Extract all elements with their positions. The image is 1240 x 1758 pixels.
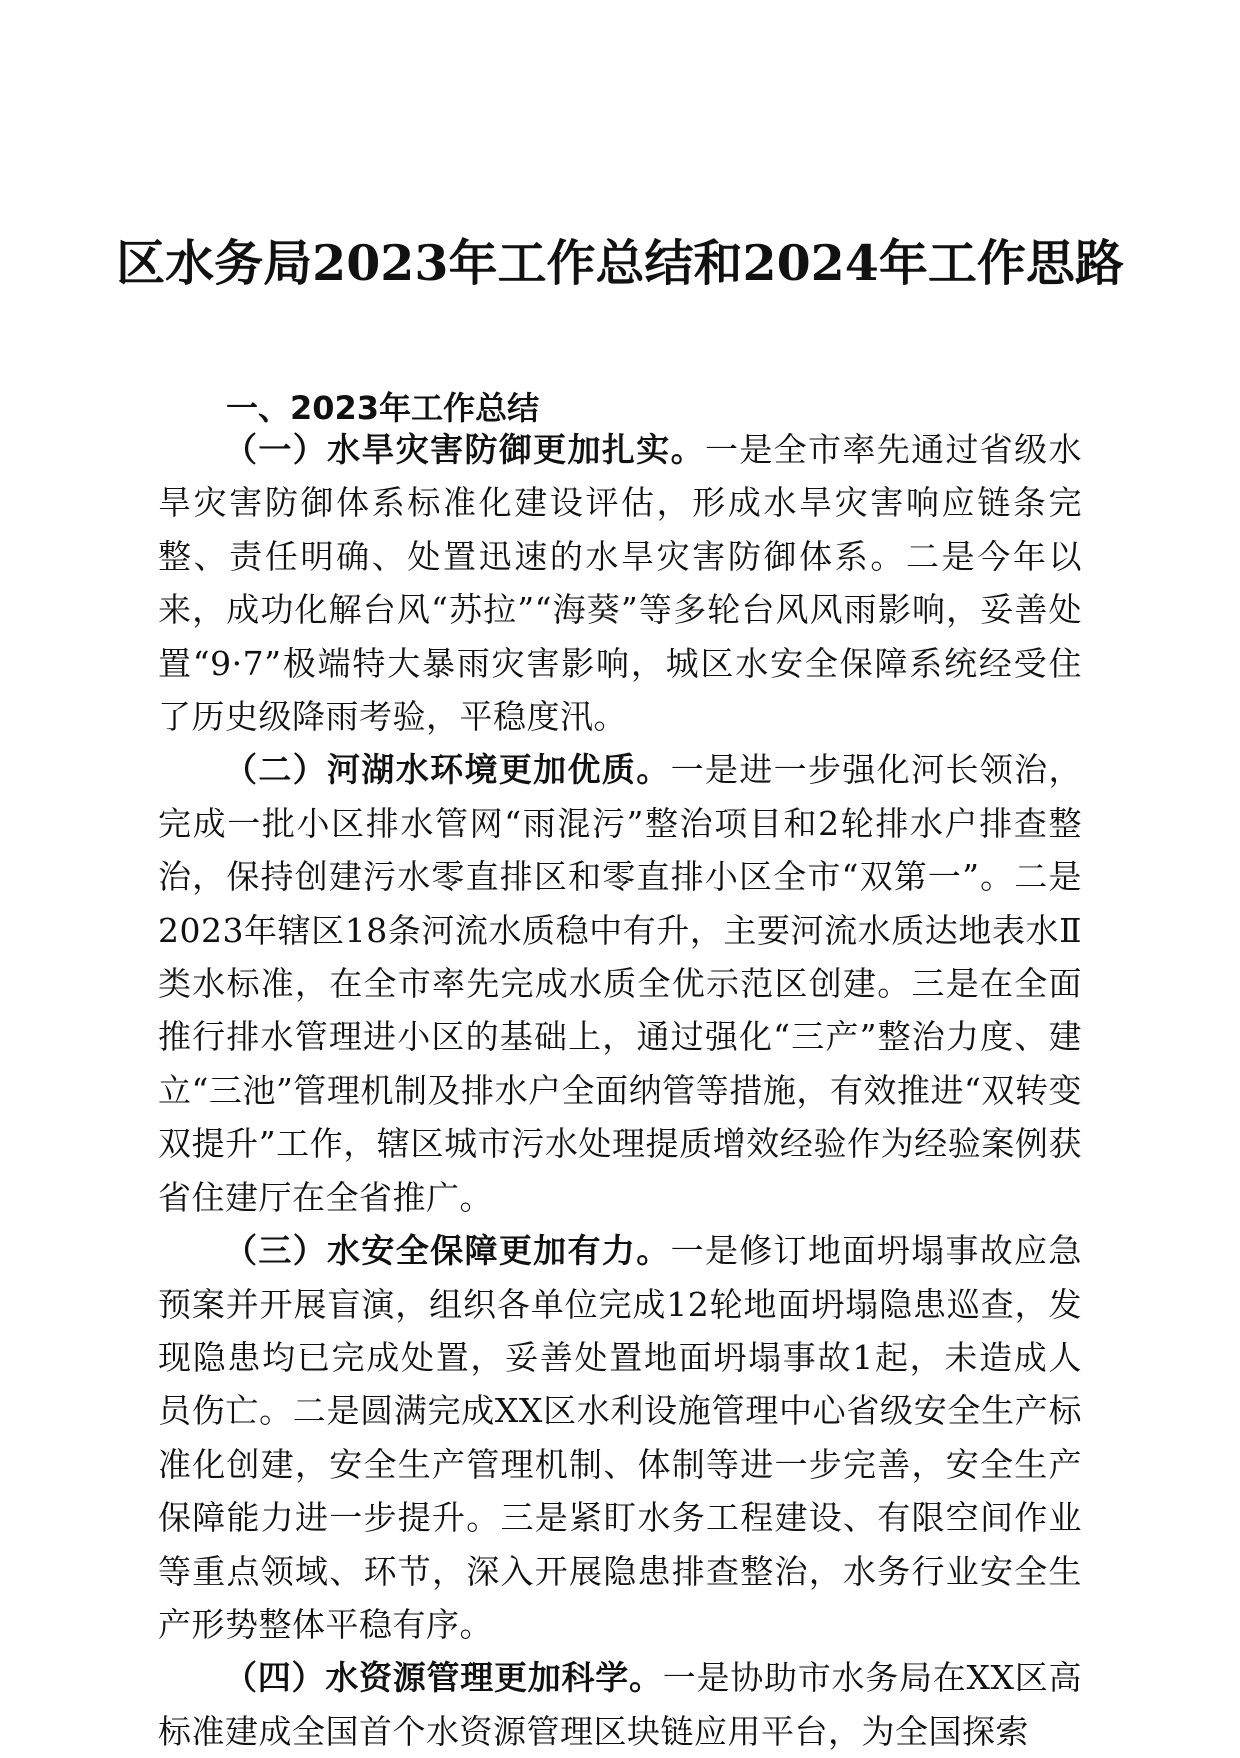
paragraph-lead: （四）水资源管理更加科学。 [224,1658,663,1698]
paragraph-river-environment [158,743,1082,1224]
paragraph-lead: （三）水安全保障更加有力。 [224,1231,671,1271]
paragraph-flood-defense [158,423,1082,743]
paragraph-text: 一是全市率先通过省级水旱灾害防御体系标准化建设评估，形成水旱灾害响应链条完整、责任明确、处置迅速的水旱灾害防御体系。二是今年以来，成功化解台风“苏拉”“海葵”等多轮台风风雨影响，妥善处置“9·7”极端特大暴雨灾害影响，城区水安全保障系统经受住了历史级降雨考验，平稳度汛。 [158,430,1083,737]
paragraph-lead: （二）河湖水环境更加优质。 [224,750,671,790]
paragraph-text: 一是协助市水务局在XX区高标准建成全国首个水资源管理区块链应用平台，为全国探索 [158,1658,1082,1751]
document-title: 区水务局2023年工作总结和2024年工作思路 [116,234,1124,292]
paragraph-text: 一是进一步强化河长领治，完成一批小区排水管网“雨混污”整治项目和2轮排水户排查整治，保持创建污水零直排区和零直排小区全市“双第一”。二是2023年辖区18条河流水质稳中有升，主要河流水质达地表水Ⅱ类水标准，在全市率先完成水质全优示范区创建。三是在全面推行排水管理进小区的基础上，通过强化“三产”整治力度、建立“三池”管理机制及排水户全面纳管等措施，有效推进“双转变双提升”工作，辖区城市污水处理提质增效经验作为经验案例获省住建厅在全省推广。 [158,750,1083,1217]
paragraph-water-resources [158,1651,1082,1758]
paragraph-text: 一是修订地面坍塌事故应急预案并开展盲演，组织各单位完成12轮地面坍塌隐患巡查，发现隐患均已完成处置，妥善处置地面坍塌事故1起，未造成人员伤亡。二是圆满完成XX区水利设施管理中心省级安全生产标准化创建，安全生产管理机制、体制等进一步完善，安全生产保障能力进一步提升。三是紧盯水务工程建设、有限空间作业等重点领域、环节，深入开展隐患排查整治，水务行业安全生产形势整体平稳有序。 [158,1231,1083,1644]
document-body [158,423,1082,1758]
paragraph-lead: （一）水旱灾害防御更加扎实。 [224,430,705,469]
paragraph-water-safety [158,1224,1082,1651]
section-heading: 一、2023年工作总结 [226,389,540,427]
